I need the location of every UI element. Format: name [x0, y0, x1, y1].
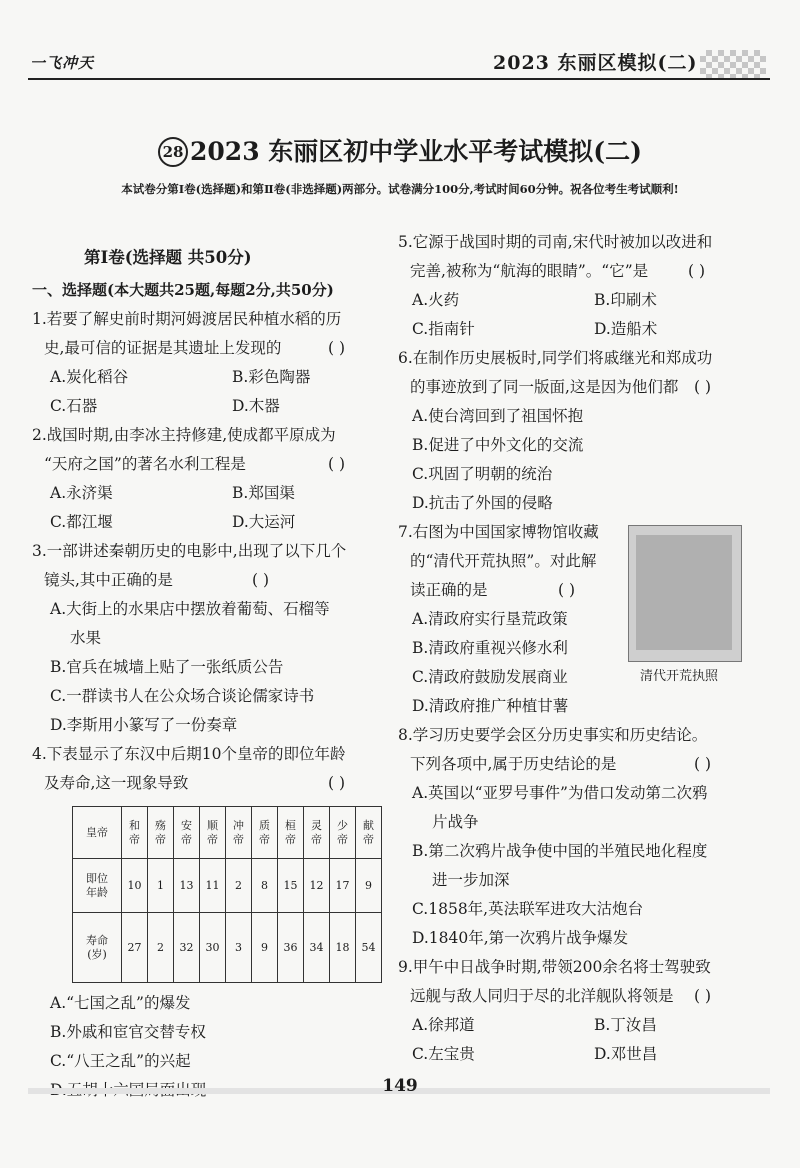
- table-cell: 质 帝: [252, 807, 278, 859]
- table-cell: 13: [174, 859, 200, 913]
- q1-option-c: C.石器: [50, 397, 98, 415]
- q3-option-a: A.大街上的水果店中摆放着葡萄、石榴等: [50, 600, 330, 618]
- q6-stem-2: 的事迹放到了同一版面,这是因为他们都 ( ): [398, 373, 770, 402]
- q9-option-c: C.左宝贵: [412, 1045, 475, 1063]
- q9-stem-2: 远舰与敌人同归于尽的北洋舰队将领是 ( ): [398, 982, 770, 1011]
- table-cell: 8: [252, 859, 278, 913]
- q2-options-ab: [32, 479, 382, 508]
- q3-stem-1: 3.一部讲述秦朝历史的电影中,出现了以下几个: [32, 542, 347, 560]
- q2-option-d: D.大运河: [232, 513, 296, 531]
- table-cell: 9: [252, 913, 278, 983]
- answer-paren: ( ): [688, 262, 706, 280]
- answer-paren: ( ): [328, 774, 346, 792]
- answer-paren: ( ): [328, 339, 346, 357]
- q3-stem-2: 镜头,其中正确的是 ( ): [32, 566, 382, 595]
- exam-title: [0, 132, 800, 168]
- answer-paren: ( ): [694, 378, 712, 396]
- q9-option-d: D.邓世昌: [594, 1045, 658, 1063]
- table-row-age: [73, 859, 382, 913]
- q1-stem-1: 1.若要了解史前时期河姆渡居民种植水稻的历: [32, 310, 342, 328]
- q5-option-b: B.印刷术: [594, 291, 657, 309]
- land-license-photo-detail: [636, 535, 732, 650]
- q2-option-a: A.永济渠: [50, 484, 113, 502]
- q5-option-d: D.造船术: [594, 320, 658, 338]
- q8-option-c: C.1858年,英法联军进攻大沽炮台: [412, 900, 644, 918]
- answer-paren: ( ): [252, 571, 270, 589]
- q6-option-a: A.使台湾回到了祖国怀抱: [412, 407, 584, 425]
- header-divider: [28, 78, 770, 80]
- q8-option-d: D.1840年,第一次鸦片战争爆发: [412, 929, 629, 947]
- q5-options-cd: [398, 315, 770, 344]
- q3-option-a-cont: 水果: [70, 629, 102, 647]
- left-column: [32, 243, 382, 1105]
- table-cell: 1: [148, 859, 174, 913]
- q1-option-d: D.木器: [232, 397, 280, 415]
- table-cell: 34: [304, 913, 330, 983]
- answer-paren: ( ): [694, 755, 712, 773]
- q4-stem-2: 及寿命,这一现象导致 ( ): [32, 769, 382, 798]
- answer-paren: ( ): [328, 455, 346, 473]
- q5-option-a: A.火药: [412, 291, 460, 309]
- q3-option-c: C.一群读书人在公众场合谈论儒家诗书: [50, 687, 315, 705]
- answer-paren: ( ): [694, 987, 712, 1005]
- q2-stem-2: “天府之国”的著名水利工程是 ( ): [32, 450, 382, 479]
- table-cell: 30: [200, 913, 226, 983]
- q1-options-cd: [32, 392, 382, 421]
- table-header: 寿命 (岁): [73, 913, 122, 983]
- table-cell: 殇 帝: [148, 807, 174, 859]
- header-decoration: [700, 50, 766, 78]
- q3-option-b: B.官兵在城墙上贴了一张纸质公告: [50, 658, 284, 676]
- q1-stem-2: 史,最可信的证据是其遗址上发现的 ( ): [32, 334, 382, 363]
- table-cell: 3: [226, 913, 252, 983]
- table-header: 皇帝: [73, 807, 122, 859]
- q1-options-ab: [32, 363, 382, 392]
- q5-option-c: C.指南针: [412, 320, 475, 338]
- table-cell: 2: [226, 859, 252, 913]
- q4-table-wrap: [72, 806, 382, 983]
- table-cell: 献 帝: [356, 807, 382, 859]
- header-title: 2023 东丽区模拟(二): [493, 52, 698, 74]
- table-cell: 桓 帝: [278, 807, 304, 859]
- q1-option-b: B.彩色陶器: [232, 368, 311, 386]
- q4-option-a: A.“七国之乱”的爆发: [50, 994, 191, 1012]
- q8-stem-2: 下列各项中,属于历史结论的是 ( ): [398, 750, 770, 779]
- q5-options-ab: [398, 286, 770, 315]
- table-cell: 54: [356, 913, 382, 983]
- answer-paren: ( ): [558, 581, 576, 599]
- q5-stem-1: 5.它源于战国时期的司南,宋代时被加以改进和: [398, 233, 713, 251]
- table-cell: 9: [356, 859, 382, 913]
- q8-option-b: B.第二次鸦片战争使中国的半殖民地化程度: [412, 842, 708, 860]
- table-cell: 顺 帝: [200, 807, 226, 859]
- q9-option-a: A.徐邦道: [412, 1016, 475, 1034]
- q7-stem-2: 的“清代开荒执照”。对此解: [410, 552, 597, 570]
- q1-option-a: A.炭化稻谷: [50, 368, 129, 386]
- q9-option-b: B.丁汝昌: [594, 1016, 657, 1034]
- part1-title: 第Ⅰ卷(选择题 共50分): [84, 248, 252, 267]
- q7-option-b: B.清政府重视兴修水利: [412, 639, 568, 657]
- q9-options-ab: [398, 1011, 770, 1040]
- table-row-emperor: [73, 807, 382, 859]
- photo-caption: 清代开荒执照: [640, 669, 719, 684]
- table-cell: 冲 帝: [226, 807, 252, 859]
- exam-title-text: 2023 东丽区初中学业水平考试模拟(二): [190, 137, 642, 166]
- q9-options-cd: [398, 1040, 770, 1069]
- brand-logo: 一飞冲天: [30, 54, 95, 72]
- table-cell: 36: [278, 913, 304, 983]
- q8-option-b-cont: 进一步加深: [432, 871, 510, 889]
- page-number: 149: [382, 1076, 418, 1096]
- q6-option-d: D.抗击了外国的侵略: [412, 494, 553, 512]
- table-cell: 17: [330, 859, 356, 913]
- q7-option-d: D.清政府推广种植甘薯: [412, 697, 569, 715]
- section-heading: 一、选择题(本大题共25题,每题2分,共50分): [32, 281, 334, 299]
- table-cell: 32: [174, 913, 200, 983]
- exam-number-badge: 28: [158, 137, 188, 167]
- q8-option-a: A.英国以“亚罗号事件”为借口发动第二次鸦: [412, 784, 708, 802]
- q7-option-a: A.清政府实行垦荒政策: [412, 610, 568, 628]
- table-cell: 12: [304, 859, 330, 913]
- table-cell: 15: [278, 859, 304, 913]
- q2-options-cd: [32, 508, 382, 537]
- table-cell: 灵 帝: [304, 807, 330, 859]
- q2-option-b: B.郑国渠: [232, 484, 295, 502]
- q6-stem-1: 6.在制作历史展板时,同学们将戚继光和郑成功: [398, 349, 713, 367]
- q6-option-b: B.促进了中外文化的交流: [412, 436, 584, 454]
- q6-option-c: C.巩固了明朝的统治: [412, 465, 553, 483]
- exam-instructions: 本试卷分第Ⅰ卷(选择题)和第Ⅱ卷(非选择题)两部分。试卷满分100分,考试时间60分钟。祝各位考生考试顺利!: [121, 182, 679, 196]
- q4-option-b: B.外戚和宦官交替专权: [50, 1023, 206, 1041]
- table-row-lifespan: [73, 913, 382, 983]
- table-cell: 11: [200, 859, 226, 913]
- q7-stem-3: 读正确的是 ( ): [398, 576, 770, 605]
- table-cell: 10: [122, 859, 148, 913]
- q5-stem-2: 完善,被称为“航海的眼睛”。“它”是 ( ): [398, 257, 770, 286]
- table-header: 即位 年龄: [73, 859, 122, 913]
- table-cell: 2: [148, 913, 174, 983]
- q8-option-a-cont: 片战争: [432, 813, 479, 831]
- table-cell: 和 帝: [122, 807, 148, 859]
- q8-stem-1: 8.学习历史要学会区分历史事实和历史结论。: [398, 726, 708, 744]
- table-cell: 27: [122, 913, 148, 983]
- q2-stem-1: 2.战国时期,由李冰主持修建,使成都平原成为: [32, 426, 336, 444]
- table-cell: 18: [330, 913, 356, 983]
- q9-stem-1: 9.甲午中日战争时期,带领200余名将士驾驶致: [398, 958, 711, 976]
- q3-option-d: D.李斯用小篆写了一份奏章: [50, 716, 238, 734]
- table-cell: 少 帝: [330, 807, 356, 859]
- emperor-table: [72, 806, 382, 983]
- q7-option-c: C.清政府鼓励发展商业: [412, 668, 568, 686]
- q2-option-c: C.都江堰: [50, 513, 113, 531]
- q7-stem-1: 7.右图为中国国家博物馆收藏: [398, 523, 599, 541]
- q4-stem-1: 4.下表显示了东汉中后期10个皇帝的即位年龄: [32, 745, 346, 763]
- q4-option-c: C.“八王之乱”的兴起: [50, 1052, 191, 1070]
- table-cell: 安 帝: [174, 807, 200, 859]
